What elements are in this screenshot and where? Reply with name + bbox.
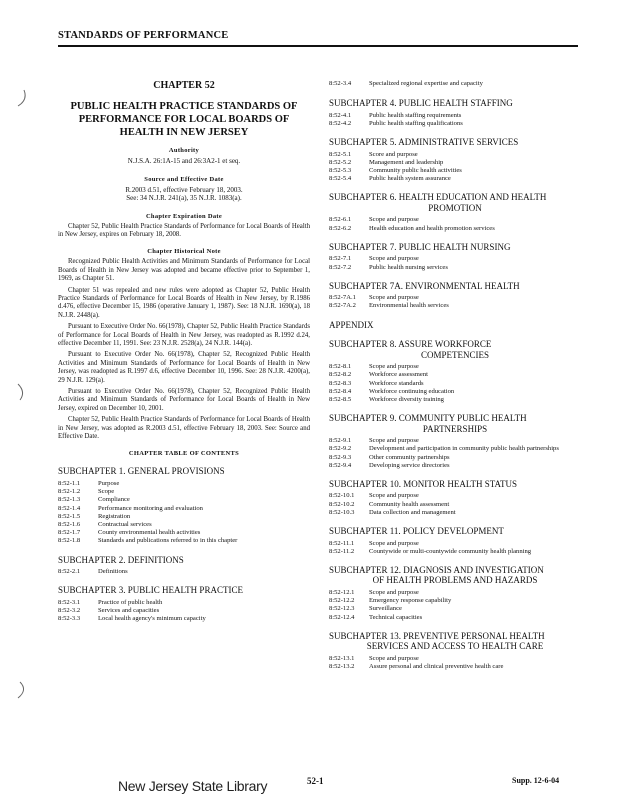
toc-section: [58, 488, 310, 496]
history-paragraph: Recognized Public Health Activities and Minimum Standards of Performance for Local Boards of Health in New Jersey was adopted and became effective prior to September 1, 1969, as Chapter 51.: [58, 258, 310, 283]
subchapter-heading: [329, 192, 581, 213]
toc-section: [329, 151, 581, 159]
right-column: [329, 80, 581, 671]
section-title: Performance monitoring and evaluation: [98, 504, 203, 512]
section-title: Scope and purpose: [369, 294, 419, 302]
section-title: Management and leadership: [369, 158, 444, 166]
section-number: 8:52-5.2: [329, 158, 352, 166]
chapter-number: CHAPTER 52: [153, 80, 215, 91]
section-number: 8:52-11.1: [329, 539, 355, 547]
toc-section: [329, 120, 581, 128]
section-title: Scope and purpose: [369, 654, 419, 662]
section-title: Data collection and management: [369, 508, 456, 516]
section-title: Practice of public health: [98, 598, 163, 606]
subchapter-title: SUBCHAPTER 8. ASSURE WORKFORCE: [329, 339, 492, 350]
subchapter-title: SUBCHAPTER 3. PUBLIC HEALTH PRACTICE: [58, 585, 243, 596]
section-number: 8:52-8.3: [329, 379, 352, 387]
section-title: Developing service directories: [369, 461, 450, 469]
section-title: Scope and purpose: [369, 216, 419, 224]
toc-section: [329, 264, 581, 272]
toc-section: [329, 255, 581, 263]
section-number: 8:52-10.2: [329, 500, 355, 508]
section-title: Scope and purpose: [369, 492, 419, 500]
section-number: 8:52-11.2: [329, 547, 355, 555]
section-number: 8:52-1.8: [58, 537, 81, 545]
toc-section: [329, 597, 581, 605]
section-title: Definitions: [98, 568, 128, 576]
toc-section: [58, 513, 310, 521]
section-number: 8:52-12.1: [329, 588, 355, 596]
margin-mark: [14, 88, 28, 108]
history-paragraph: Chapter 51 was repealed and new rules were adopted as Chapter 52, Public Health Practice Standards of Performance for Local Boards of Health in New Jersey, by R.1986 d.476, effective December 15, 1986 (operative January 1, 1987). See: 18 N.J.R. 1690(a), 18 N.J.R. 2448(a).: [58, 286, 310, 319]
subchapter-title: SUBCHAPTER 13. PREVENTIVE PERSONAL HEALTH: [329, 630, 545, 641]
section-number: 8:52-4.2: [329, 119, 352, 127]
section-number: 8:52-7A.1: [329, 294, 356, 302]
section-title: Standards and publications referred to in this chapter: [98, 537, 238, 545]
toc-section: [329, 159, 581, 167]
authority-text: N.J.S.A. 26:1A-15 and 26:3A2-1 et seq.: [127, 157, 241, 165]
section-number: 8:52-2.1: [58, 568, 81, 576]
toc-section: [329, 492, 581, 500]
toc-section: [329, 80, 581, 88]
section-title: Registration: [98, 512, 131, 520]
section-title: Compliance: [98, 496, 130, 504]
library-stamp: New Jersey State Library: [118, 778, 268, 794]
source-heading: Source and Effective Date: [144, 175, 224, 183]
supplement-date: Supp. 12-6-04: [512, 776, 560, 785]
subchapter-title: SUBCHAPTER 4. PUBLIC HEALTH STAFFING: [329, 98, 513, 109]
expiration-text: Chapter 52, Public Health Practice Standards of Performance for Local Boards of Health in New Jersey, expires on February 18, 2008.: [58, 222, 310, 238]
toc-heading: CHAPTER TABLE OF CONTENTS: [128, 450, 240, 458]
margin-mark: [14, 382, 28, 402]
left-toc: [58, 466, 310, 623]
subchapter-title: SUBCHAPTER 2. DEFINITIONS: [58, 554, 184, 565]
toc-section: [58, 505, 310, 513]
toc-section: [58, 599, 310, 607]
toc-section: [329, 371, 581, 379]
section-title: Assure personal and clinical preventive health care: [369, 663, 504, 670]
toc-section: [58, 568, 310, 576]
section-number: 8:52-3.1: [58, 598, 81, 606]
section-number: 8:52-8.5: [329, 395, 352, 403]
toc-section: [329, 167, 581, 175]
section-title: Scope and purpose: [369, 363, 419, 371]
section-title: Emergency response capability: [369, 597, 452, 605]
subchapter-title: SUBCHAPTER 9. COMMUNITY PUBLIC HEALTH: [329, 413, 527, 424]
subchapter-title: SUBCHAPTER 7. PUBLIC HEALTH NURSING: [329, 241, 511, 252]
section-number: 8:52-1.3: [58, 496, 81, 504]
subchapter-title: SUBCHAPTER 5. ADMINISTRATIVE SERVICES: [329, 137, 519, 148]
section-title: County environmental health activities: [98, 529, 201, 537]
section-number: 8:52-1.5: [58, 512, 81, 520]
header-rule: [58, 45, 578, 47]
toc-section: [329, 437, 581, 445]
subchapter-title-continued: PROMOTION: [428, 202, 482, 213]
section-number: 8:52-12.3: [329, 605, 355, 613]
section-number: 8:52-6.2: [329, 224, 352, 232]
toc-section: [329, 589, 581, 597]
toc-section: [329, 663, 581, 671]
subchapter-title-continued: COMPETENCIES: [420, 349, 489, 360]
source-line-2: See: 34 N.J.R. 241(a), 35 N.J.R. 1083(a).: [126, 194, 242, 202]
section-title: Scope and purpose: [369, 539, 419, 547]
subchapter-heading: [329, 526, 581, 537]
section-number: 8:52-6.1: [329, 216, 352, 224]
section-title: Workforce standards: [369, 379, 424, 387]
section-number: 8:52-7.1: [329, 255, 352, 263]
history-paragraph: Pursuant to Executive Order No. 66(1978), Chapter 52, Recognized Public Health Activities and Minimum Standards of Performance for Local Boards of Health in New Jersey, was readopted as R.1997 d.6, effective December 10, 1996. See: 28 N.J.R. 4200(a), 29 N.J.R. 129(a).: [58, 351, 310, 384]
section-number: 8:52-13.2: [329, 663, 355, 670]
section-title: Public health system assurance: [369, 175, 451, 183]
subchapter-title-continued: OF HEALTH PROBLEMS AND HAZARDS: [372, 575, 538, 586]
section-number: 8:52-10.3: [329, 508, 355, 516]
margin-mark: [14, 680, 28, 700]
toc-section: [329, 501, 581, 509]
toc-section: [329, 509, 581, 517]
subchapter-title: SUBCHAPTER 12. DIAGNOSIS AND INVESTIGATION: [329, 564, 544, 575]
subchapter-heading: [329, 137, 581, 148]
toc-section: [58, 496, 310, 504]
section-number: 8:52-1.1: [58, 479, 81, 487]
toc-section: [329, 302, 581, 310]
toc-section: [329, 396, 581, 404]
section-number: 8:52-3.2: [58, 606, 81, 614]
subchapter-heading: [329, 320, 581, 331]
history-paragraph: Pursuant to Executive Order No. 66(1978), Chapter 52, Public Health Practice Standards of Performance for Local Boards of Health in New Jersey, was readopted as R.1992 d.24, effective December 11, 1991. See: 23 N.J.R. 2528(a), 24 N.J.R. 144(a).: [58, 323, 310, 347]
toc-section: [329, 388, 581, 396]
toc-section: [329, 454, 581, 462]
toc-section: [329, 655, 581, 663]
history-notes: [58, 258, 310, 441]
source-line-1: R.2003 d.51, effective February 18, 2003.: [125, 185, 243, 194]
section-number: 8:52-8.4: [329, 387, 352, 395]
subchapter-heading: [329, 98, 581, 109]
section-number: 8:52-9.2: [329, 445, 352, 453]
section-number: 8:52-8.1: [329, 363, 352, 371]
section-number: 8:52-13.1: [329, 654, 355, 662]
subchapter-title: SUBCHAPTER 7A. ENVIRONMENTAL HEALTH: [329, 280, 520, 291]
section-title: Technical capacities: [369, 613, 423, 621]
section-number: 8:52-3.4: [329, 80, 352, 87]
section-title: Scope and purpose: [369, 588, 419, 596]
section-number: 8:52-9.4: [329, 461, 352, 469]
section-title: Workforce continuing education: [369, 387, 455, 395]
subchapter-heading: [329, 339, 581, 360]
section-number: 8:52-10.1: [329, 492, 355, 500]
section-title: Score and purpose: [369, 150, 418, 158]
section-title: Public health staffing requirements: [369, 111, 462, 119]
section-number: 8:52-7A.2: [329, 302, 356, 310]
toc-section: [329, 445, 581, 453]
subchapter-heading: [58, 555, 310, 566]
section-title: Contractual services: [98, 520, 152, 528]
left-column: [58, 80, 310, 623]
subchapter-heading: [329, 281, 581, 292]
section-title: Environmental health services: [369, 302, 449, 310]
section-title: Development and participation in community public health partnerships: [369, 445, 559, 453]
section-title: Surveillance: [369, 605, 402, 613]
section-title: Workforce assessment: [369, 371, 428, 379]
subchapter-heading: [58, 466, 310, 477]
section-title: Community public health activities: [369, 167, 462, 175]
subchapter-heading: [329, 631, 581, 652]
section-number: 8:52-4.1: [329, 111, 352, 119]
section-number: 8:52-8.2: [329, 371, 352, 379]
right-toc: [329, 98, 581, 671]
section-number: 8:52-12.4: [329, 613, 355, 621]
toc-section: [58, 529, 310, 537]
section-number: 8:52-7.2: [329, 263, 352, 271]
subchapter-title-continued: SERVICES AND ACCESS TO HEALTH CARE: [366, 641, 544, 652]
subchapter-title-continued: PARTNERSHIPS: [422, 423, 488, 434]
section-number: 8:52-5.4: [329, 175, 352, 183]
toc-section: [58, 607, 310, 615]
toc-section: [329, 363, 581, 371]
section-number: 8:52-3.3: [58, 615, 81, 623]
toc-section: [329, 540, 581, 548]
authority-heading: Authority: [168, 147, 200, 154]
section-number: 8:52-1.4: [58, 504, 81, 512]
toc-section: [329, 225, 581, 233]
subchapter-heading: [58, 585, 310, 596]
section-number: 8:52-9.3: [329, 453, 352, 461]
section-title: Countywide or multi-countywide community health planning: [369, 547, 532, 555]
section-title: Scope and purpose: [369, 437, 419, 445]
section-title: Public health nursing services: [369, 263, 448, 271]
chapter-title: PUBLIC HEALTH PRACTICE STANDARDS OF PERFORMANCE FOR LOCAL BOARDS OF HEALTH IN NEW JERSEY: [70, 101, 298, 138]
toc-section: [329, 605, 581, 613]
subchapter-title: SUBCHAPTER 11. POLICY DEVELOPMENT: [329, 526, 504, 537]
section-number: 8:52-1.7: [58, 529, 81, 537]
section-title: Workforce diversity training: [369, 395, 444, 403]
section-title: Public health staffing qualifications: [369, 119, 463, 127]
section-title: Scope and purpose: [369, 255, 419, 263]
expiration-heading: Chapter Expiration Date: [145, 212, 223, 220]
section-number: 8:52-12.2: [329, 597, 355, 605]
toc-section: [329, 216, 581, 224]
section-number: 8:52-5.3: [329, 167, 352, 175]
subchapter-heading: [329, 413, 581, 434]
toc-section: [58, 615, 310, 623]
section-number: 8:52-9.1: [329, 437, 352, 445]
toc-section: [58, 537, 310, 545]
toc-section: [58, 521, 310, 529]
toc-section: [329, 380, 581, 388]
section-title: Local health agency's minimum capacity: [98, 615, 206, 623]
subchapter-title: SUBCHAPTER 6. HEALTH EDUCATION AND HEALTH: [329, 192, 547, 203]
toc-section: [58, 480, 310, 488]
history-paragraph: Pursuant to Executive Order No. 66(1978), Chapter 52, Recognized Public Health Activities and Minimum Standards of Performance for Local Boards of Health in New Jersey, expired on December 10, 2001.: [58, 388, 310, 412]
toc-section: [329, 548, 581, 556]
section-number: 8:52-1.6: [58, 520, 81, 528]
section-title: Community health assessment: [369, 500, 450, 508]
section-title: Other community partnerships: [369, 453, 450, 461]
running-header: STANDARDS OF PERFORMANCE: [58, 30, 229, 41]
section-title: Scope: [98, 488, 115, 496]
subchapter-heading: [329, 565, 581, 586]
section-number: 8:52-5.1: [329, 150, 352, 158]
page-number: 52-1: [307, 776, 324, 786]
section-title: Services and capacities: [98, 606, 160, 614]
subchapter-heading: [329, 479, 581, 490]
toc-section: [329, 462, 581, 470]
toc-section: [329, 175, 581, 183]
subchapter-heading: [329, 242, 581, 253]
subchapter-title: APPENDIX: [329, 319, 374, 330]
section-title: Specialized regional expertise and capacity: [369, 80, 483, 87]
section-title: Health education and health promotion services: [369, 224, 495, 232]
section-number: 8:52-1.2: [58, 488, 81, 496]
history-paragraph: Chapter 52, Public Health Practice Standards of Performance for Local Boards of Health in New Jersey, was adopted as R.2003 d.51, effective February 18, 2003. See: Source and Effective Date.: [58, 416, 310, 441]
subchapter-title: SUBCHAPTER 1. GENERAL PROVISIONS: [58, 466, 225, 477]
toc-section: [329, 614, 581, 622]
section-title: Purpose: [98, 479, 120, 487]
toc-section: [329, 112, 581, 120]
subchapter-title: SUBCHAPTER 10. MONITOR HEALTH STATUS: [329, 478, 518, 489]
history-heading: Chapter Historical Note: [147, 248, 221, 256]
toc-section: [329, 294, 581, 302]
